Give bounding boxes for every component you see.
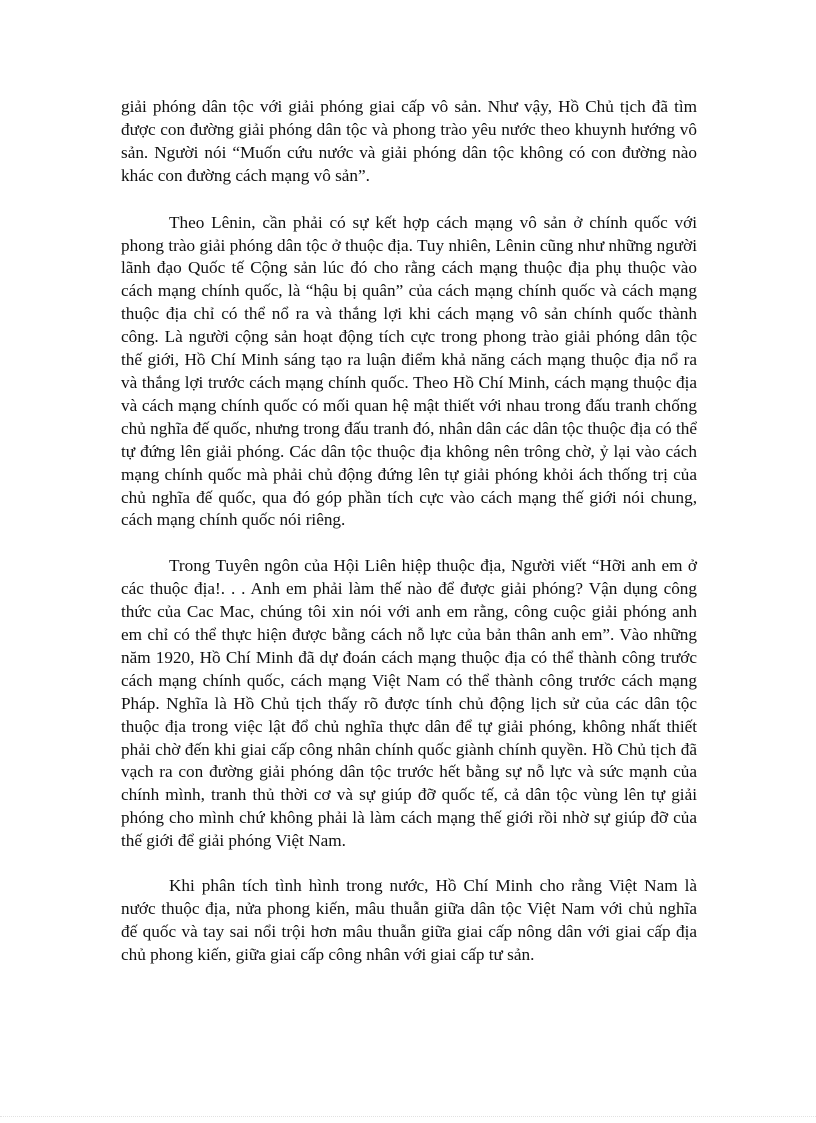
paragraph-lenin: Theo Lênin, cần phải có sự kết hợp cách mạng vô sản ở chính quốc với phong trào giải phóng dân tộc ở thuộc địa. Tuy nhiên, Lênin cũng như những người lãnh đạo Quốc tế Cộng sản lúc đó cho rằng cách mạng thuộc địa phụ thuộc vào cách mạng chính quốc, là “hậu bị quân” của cách mạng chính quốc và cách mạng thuộc địa chỉ có thể nổ ra và thắng lợi khi cách mạng vô sản chính quốc thành công. Là người cộng sản hoạt động tích cực trong phong trào giải phóng dân tộc thế giới, Hồ Chí Minh sáng tạo ra luận điểm khả năng cách mạng thuộc địa nổ ra và thắng lợi trước cách mạng chính quốc. Theo Hồ Chí Minh, cách mạng thuộc địa và cách mạng chính quốc có mối quan hệ mật thiết với nhau trong đấu tranh chống chủ nghĩa đế quốc, nhưng trong đấu tranh đó, nhân dân các dân tộc thuộc địa có thể tự đứng lên giải phóng. Các dân tộc thuộc địa không nên trông chờ, ỷ lại vào cách mạng chính quốc mà phải chủ động đứng lên tự giải phóng khỏi ách thống trị của chủ nghĩa đế quốc, qua đó góp phần tích cực vào cách mạng thế giới nói chung, cách mạng chính quốc nói riêng.	[121, 212, 697, 530]
page-bottom-rule	[0, 1116, 816, 1117]
paragraph-domestic-analysis: Khi phân tích tình hình trong nước, Hồ Chí Minh cho rằng Việt Nam là nước thuộc địa, nửa phong kiến, mâu thuẫn giữa dân tộc Việt Nam với chủ nghĩa đế quốc và tay sai nổi trội hơn mâu thuẫn giữa giai cấp nông dân với giai cấp địa chủ phong kiến, giữa giai cấp công nhân với giai cấp tư sản.	[121, 876, 697, 964]
paragraph-manifesto: Trong Tuyên ngôn của Hội Liên hiệp thuộc địa, Người viết “Hỡi anh em ở các thuộc địa!. . . Anh em phải làm thế nào để được giải phóng? Vận dụng công thức của Cac Mac, chúng tôi xin nói với anh em rằng, công cuộc giải phóng anh em chỉ có thể thực hiện được bằng cách nỗ lực của bản thân anh em”. Vào những năm 1920, Hồ Chí Minh đã dự đoán cách mạng thuộc địa có thể thành công trước cách mạng chính quốc, cách mạng Việt Nam có thể thành công trước cách mạng Pháp. Nghĩa là Hồ Chủ tịch thấy rõ được tính chủ động lịch sử của các dân tộc thuộc địa trong việc lật đổ chủ nghĩa thực dân để tự giải phóng, không nhất thiết phải chờ đến khi giai cấp công nhân chính quốc giành chính quyền. Hồ Chủ tịch đã vạch ra con đường giải phóng dân tộc trước hết bằng sự nỗ lực và sức mạnh của chính mình, tranh thủ thời cơ và sự giúp đỡ quốc tế, cả dân tộc vùng lên tự giải phóng cho mình chứ không phải là làm cách mạng thế giới rồi nhờ sự giúp đỡ của thế giới để giải phóng Việt Nam.	[121, 556, 697, 851]
document-page	[121, 96, 697, 967]
paragraph-continuation: giải phóng dân tộc với giải phóng giai cấp vô sản. Như vậy, Hồ Chủ tịch đã tìm được con đường giải phóng dân tộc và phong trào yêu nước theo khuynh hướng vô sản. Người nói “Muốn cứu nước và giải phóng dân tộc không có con đường nào khác con đường cách mạng vô sản”.	[121, 97, 697, 185]
